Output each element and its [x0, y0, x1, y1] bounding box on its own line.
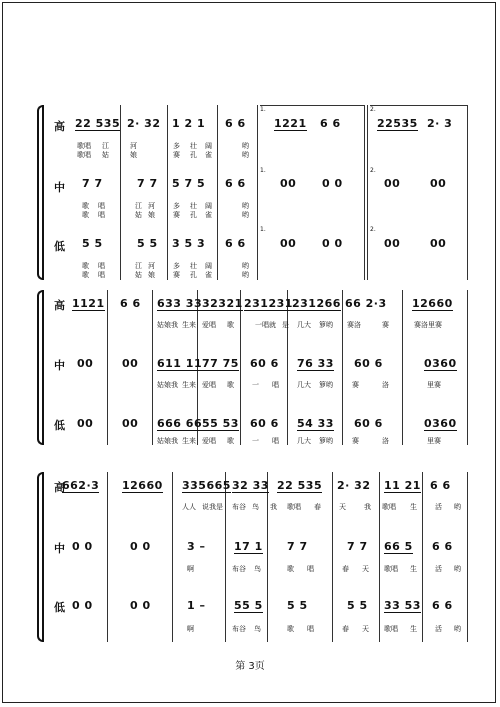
voice-label-high: 高: [54, 120, 65, 133]
note-group: 22535: [377, 117, 418, 130]
note-group: 2· 3: [427, 117, 453, 130]
voice-label-mid: 中: [54, 181, 65, 194]
note-group: 6 6: [225, 117, 246, 130]
system-1: 高 中 低 1. 2. 1. 2. 1. 2. 22 535 2· 32 1 2 1 6 6 1221 6 6 22535 2· 3 歌唱 江 河 多 壮 阔 哟 歌唱 姑 娘 赛 孔 雀 哟 7 7 7 7 5 7 5 6 6 00 0 0 00 00 歌 唱 江 河 多 壮 阔 哟 歌 唱 姑 娘 赛 孔 雀 哟 5 5 5 5 3 5 3 6 6 00 0 0 00 00 歌 唱 江 河 多 壮 阔 哟 歌 唱 姑 娘 赛 孔 雀 哟: [42, 105, 467, 280]
note-group: 1 2 1: [172, 117, 206, 130]
system-2: 高 中 低 1121 6 6 633 33 32321 231231 231266 66 2·3 12660 姑娘我 生来 爱唱 歌 一唱就 是 几大 箩哟 赛洛 赛 赛洛里赛 00 00 611 11 77 75 60 6 76 33 60 6 0360 姑娘我 生来 爱唱 歌 一 唱 几大 箩哟 赛 洛 里赛 00 00 666 66 55 53 60 6 54 33 60 6 0360 姑娘我 生来 爱唱 歌 一 唱 几大 箩哟 赛 洛 里赛: [42, 290, 467, 445]
voice-label-low: 低: [54, 240, 65, 253]
volta-1: 1.: [260, 106, 266, 113]
page-number: 第 3页: [235, 661, 265, 672]
note-group: 6 6: [320, 117, 341, 130]
note-group: 22 535: [75, 117, 121, 130]
system-3: 高 中 低 662·3 12660 335665 32 33 22 535 2· 32 11 21 6 6 人人 说我是 布谷 鸟 我 歌唱 春 天 我 歌唱 生 活 哟 0 0 0 0 3 – 17 1 7 7 7 7 66 5 6 6 啊 布谷 鸟 歌 唱 春 天 歌唱 生 活 哟 0 0 0 0 1 – 55 5 5 5 5 5 33 53 6 6 啊 布谷 鸟 歌 唱 春 天 歌唱 生 活 哟: [42, 472, 467, 642]
volta-2: 2.: [370, 106, 376, 113]
note-group: 1221: [274, 117, 307, 130]
note-group: 2· 32: [127, 117, 161, 130]
